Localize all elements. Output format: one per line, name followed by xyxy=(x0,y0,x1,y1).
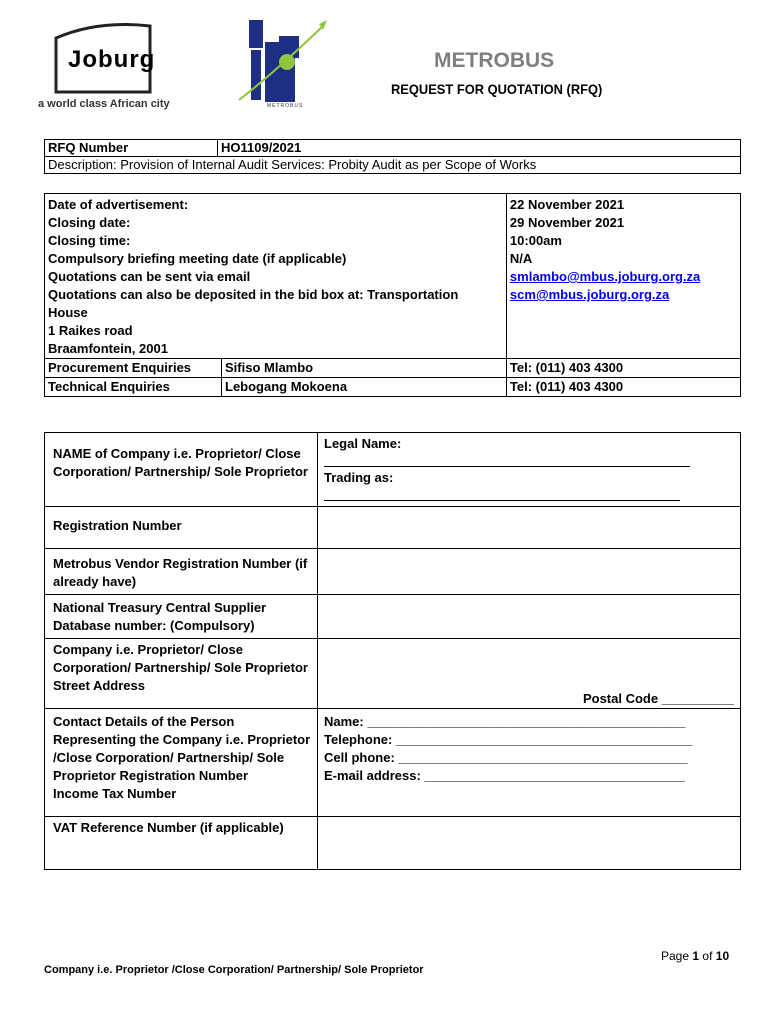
joburg-logo xyxy=(38,18,208,113)
page-subtitle: REQUEST FOR QUOTATION (RFQ) xyxy=(391,81,603,97)
closing-time-label: Closing time: xyxy=(48,233,131,248)
bidbox-label: Quotations can also be deposited in the bid box at: Transportation xyxy=(48,287,459,302)
trading-as-label: Trading as: xyxy=(324,470,394,485)
page-prefix: Page xyxy=(661,949,690,963)
registration-number-label: Registration Number xyxy=(45,507,318,549)
email-link-smlambo[interactable]: smlambo@mbus.joburg.org.za xyxy=(509,269,701,284)
briefing-label: Compulsory briefing meeting date (if applicable) xyxy=(48,251,347,266)
vat-label: VAT Reference Number (if applicable) xyxy=(45,817,318,870)
contact-label xyxy=(45,709,318,817)
dates-labels-cell xyxy=(45,194,507,359)
closing-date-label: Closing date: xyxy=(48,215,131,230)
address-line-3: Braamfontein, 2001 xyxy=(48,341,168,356)
page-total: 10 xyxy=(715,949,730,963)
rfq-header-table xyxy=(44,139,741,174)
contact-email: E-mail address: ____________________________________ xyxy=(324,768,685,783)
page-current: 1 xyxy=(692,949,700,963)
rfq-number-value: HO1109/2021 xyxy=(218,140,741,157)
page-number xyxy=(661,949,729,963)
rfq-number-label: RFQ Number xyxy=(45,140,218,157)
joburg-logo-tagline: a world class African city xyxy=(38,98,170,110)
csd-field[interactable] xyxy=(318,595,741,639)
metrobus-logo-text: METROBUS xyxy=(267,103,304,109)
address-line-2: 1 Raikes road xyxy=(48,323,133,338)
procurement-name: Sifiso Mlambo xyxy=(222,359,507,378)
technical-label: Technical Enquiries xyxy=(45,378,222,397)
contact-telephone: Telephone: _________________________________________ xyxy=(324,732,693,747)
email-quote-label: Quotations can be sent via email xyxy=(48,269,251,284)
briefing-value: N/A xyxy=(509,251,533,266)
dates-values-cell xyxy=(506,194,740,359)
company-name-field[interactable] xyxy=(318,433,741,507)
postal-code-label: Postal Code __________ xyxy=(582,691,734,706)
metrobus-logo-shape xyxy=(235,12,335,112)
page-of: of xyxy=(702,949,713,963)
date-advert-label: Date of advertisement: xyxy=(48,197,189,212)
joburg-logo-text: Joburg xyxy=(68,46,156,73)
street-address-label: Company i.e. Proprietor/ Close Corporation/ Partnership/ Sole Proprietor Street Address xyxy=(45,639,318,709)
legal-name-line[interactable] xyxy=(324,453,690,467)
technical-tel: Tel: (011) 403 4300 xyxy=(506,378,740,397)
vendor-reg-field[interactable] xyxy=(318,549,741,595)
technical-name: Lebogang Mokoena xyxy=(222,378,507,397)
vat-field[interactable] xyxy=(318,817,741,870)
legal-name-label: Legal Name: xyxy=(324,436,402,451)
registration-number-field[interactable] xyxy=(318,507,741,549)
email-link-scm[interactable]: scm@mbus.joburg.org.za xyxy=(509,287,670,302)
closing-date-value: 29 November 2021 xyxy=(509,215,625,230)
dates-table xyxy=(44,193,741,397)
procurement-label: Procurement Enquiries xyxy=(45,359,222,378)
address-line-1: House xyxy=(48,305,88,320)
metrobus-logo xyxy=(235,12,335,112)
page-title: METROBUS xyxy=(434,49,555,72)
vendor-reg-label: Metrobus Vendor Registration Number (if already have) xyxy=(45,549,318,595)
footer-text: Company i.e. Proprietor /Close Corporation/ Partnership/ Sole Proprietor xyxy=(44,964,424,976)
company-name-label: NAME of Company i.e. Proprietor/ Close Corporation/ Partnership/ Sole Proprietor xyxy=(45,433,318,507)
income-tax-label: Income Tax Number xyxy=(53,786,177,801)
trading-as-line[interactable] xyxy=(324,487,680,501)
company-form-table xyxy=(44,432,741,870)
contact-field[interactable] xyxy=(318,709,741,817)
rfq-description: Description: Provision of Internal Audit Services: Probity Audit as per Scope of Works xyxy=(45,157,741,174)
date-advert-value: 22 November 2021 xyxy=(509,197,625,212)
street-address-field[interactable] xyxy=(318,639,741,709)
closing-time-value: 10:00am xyxy=(509,233,562,248)
csd-label: National Treasury Central Supplier Database number: (Compulsory) xyxy=(45,595,318,639)
contact-details-label: Contact Details of the Person Representing the Company i.e. Proprietor /Close Corporation/ Partnership/ Sole Proprietor Registration Number xyxy=(53,714,311,783)
procurement-tel: Tel: (011) 403 4300 xyxy=(506,359,740,378)
contact-cell: Cell phone: ________________________________________ xyxy=(324,750,688,765)
contact-name: Name: ____________________________________________ xyxy=(324,714,686,729)
